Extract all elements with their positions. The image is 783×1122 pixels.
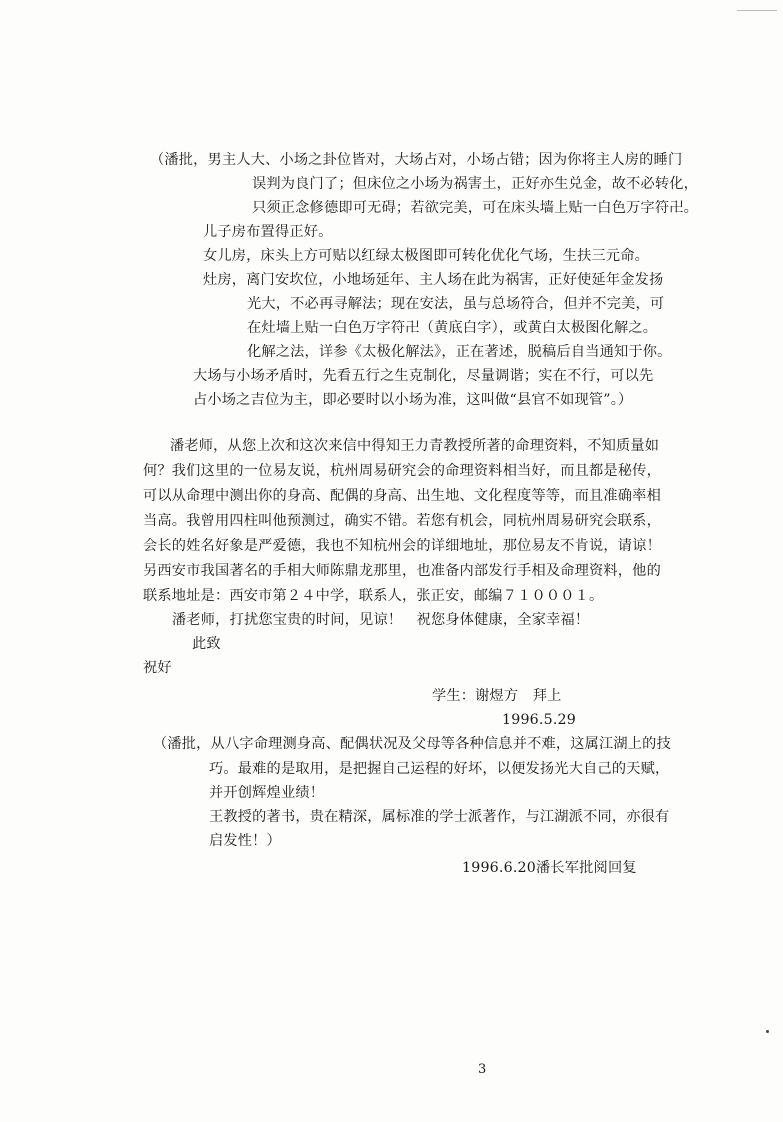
annotation1-line: 只须正念修德即可无碍；若欲完美，可在床头墙上贴一白色万字符卍。 <box>252 200 699 216</box>
annotation1-line: 在灶墙上贴一白色万字符卍（黄底白字），或黄白太极图化解之。 <box>247 320 658 336</box>
signature: 学生：谢煜方 拜上 <box>432 688 562 704</box>
closing-greeting: 祝好 <box>143 660 172 676</box>
annotation1-line: 误判为良门了；但床位之小场为祸害土，正好亦生兑金，故不必转化， <box>252 176 699 192</box>
letter-date: 1996.5.29 <box>502 712 577 728</box>
letter-line: 可以从命理中测出你的身高、配偶的身高、出生地、文化程度等等，而且准确率相 <box>143 488 661 504</box>
letter-line: 会长的姓名好象是严爱德，我也不知杭州会的详细地址，那位易友不肯说，请谅！ <box>143 538 661 554</box>
letter-line: 当高。我曾用四柱叫他预测过，确实不错。若您有机会，同杭州周易研究会联系， <box>143 513 661 529</box>
letter-line: 潘老师，打扰您宝贵的时间，见谅！ 祝您身体健康，全家幸福！ <box>172 612 590 628</box>
scan-artifact <box>737 10 777 11</box>
annotation1-line: 占小场之吉位为主，即必要时以小场为准，这叫做“县官不如现管”。） <box>193 392 633 408</box>
reply-date: 1996.6.20潘长军批阅回复 <box>462 860 637 876</box>
letter-line: 潘老师，从您上次和这次来信中得知王力青教授所著的命理资料，不知质量如 <box>170 438 660 454</box>
annotation2-line: 巧。最难的是取用，是把握自己运程的好坏，以便发扬光大自己的天赋， <box>209 761 670 777</box>
page-number: 3 <box>478 1062 487 1077</box>
letter-line: 另西安市我国著名的手相大师陈鼎龙那里，也准备内部发行手相及命理资料，他的 <box>143 563 661 579</box>
annotation1-line: （潘批，男主人大、小场之卦位皆对，大场占对，小场占错；因为你将主人房的睡门 <box>150 152 683 168</box>
annotation2-line: 王教授的著书，贵在精深，属标准的学士派著作，与江湖派不同，亦很有 <box>209 809 670 825</box>
letter-line: 联系地址是：西安市第２４中学，联系人，张正安，邮编７１０００１。 <box>143 588 604 604</box>
annotation1-line: 女儿房，床头上方可贴以红绿太极图即可转化优化气场，生扶三元命。 <box>203 248 650 264</box>
annotation2-line: 启发性！） <box>209 833 281 849</box>
annotation1-line: 大场与小场矛盾时，先看五行之生克制化，尽量调谐；实在不行，可以先 <box>193 368 654 384</box>
annotation1-line: 儿子房布置得正好。 <box>203 224 333 240</box>
letter-line: 何？我们这里的一位易友说，杭州周易研究会的命理资料相当好，而且都是秘传， <box>143 463 661 479</box>
scan-speck <box>766 1030 769 1033</box>
annotation2-line: （潘批，从八字命理测身高、配偶状况及父母等各种信息并不难，这属江湖上的技 <box>153 736 671 752</box>
annotation1-line: 化解之法，详参《太极化解法》，正在著述，脱稿后自当通知于你。 <box>247 344 672 360</box>
closing-line: 此致 <box>192 636 221 652</box>
annotation1-line: 灶房，离门安坎位，小地场延年、主人场在此为祸害，正好使延年金发扬 <box>203 272 664 288</box>
annotation2-line: 并开创辉煌业绩！ <box>209 785 325 801</box>
annotation1-line: 光大，不必再寻解法；现在安法，虽与总场符合，但并不完美，可 <box>247 296 665 312</box>
